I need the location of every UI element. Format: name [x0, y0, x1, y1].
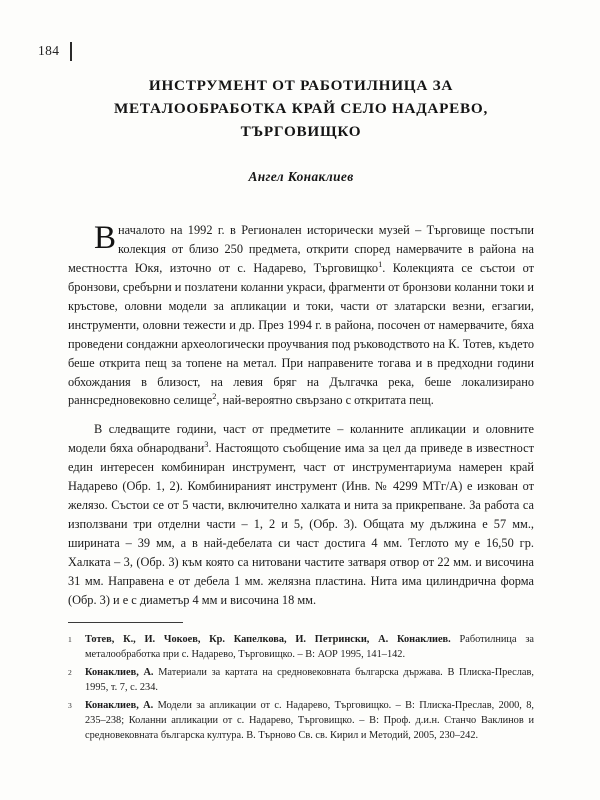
page-folio: [38, 40, 72, 62]
paragraph-1-segment-2: . Колекцията се състои от бронзови, сребърни и позлатени коланни украси, фрагменти от бронзови коланни токи и кръстове, оловни модели за апликации и токи, части от златарски везни, егзагии, инструменти, оловни тежести и др. През 1994 г. в района, посочен от намервачите, бяха проведени сондажни археологически проучвания под ръководството на К. Тотев, където беше открита пещ за топене на метал. При направените тогава и в предходни години обхождания в близост, на левия бряг на Дългачка река, беше локализирано раннсредновековно селище: [68, 261, 535, 408]
footnote-item: [68, 665, 534, 696]
footnote-marker: 2: [68, 667, 72, 677]
footnotes-section: [68, 622, 534, 746]
folio-divider-rule: [70, 42, 72, 61]
article-author: Ангел Конаклиев: [248, 169, 354, 185]
footnote-citation: Материали за картата на средновековната българска държава. В Плиска-Преслав, 1995, т. 7, с. 234.: [85, 666, 534, 694]
article-body: [68, 221, 534, 609]
footnote-citation: Модели за апликации от с. Надарево, Търговищко. – В: Плиска-Преслав, 2000, 8, 235–238; Коланни апликации от с. Надарево, Търговищко. – В: Проф. д.и.н. Станчо Ваклинов и средновековната българска култура. В. Търново Св. св. Кирил и Методий, 2005, 230–242.: [85, 699, 534, 742]
title-line-1: ИНСТРУМЕНТ ОТ РАБОТИЛНИЦА ЗА: [148, 77, 454, 94]
footnote-separator-rule: [68, 622, 183, 623]
footnote-marker: 3: [68, 700, 72, 710]
footnote-item: [68, 698, 534, 744]
paragraph-1-segment-1: началото на 1992 г. в Регионален исторически музей – Търговище постъпи колекция от близо 250 предмета, открити според намервачите в района на местността Юкя, източно от с. Надарево, Търговищко: [68, 223, 534, 276]
title-line-3: ТЪРГОВИЩКО: [240, 123, 362, 141]
paragraph-2-segment-2: . Настоящото съобщение има за цел да приведе в известност един интересен комбиниран инструмент, част от инструментариума намерен край Надарево (Обр. 1, 2). Комбинираният инструмент (Инв. № 4299 МТг/А) е изкован от желязо. Състои се от 5 части, включително халката и нита за прикрепване. За работа са използвани три отделни части – 1, 2 и 5, (Обр. 3). Общата му дължина е 57 мм., ширината – 39 мм, а в най-дебелата си част достига 4 мм. Теглото му е 16,50 гр. Халката – 3, (Обр. 3) към която са нитовани частите затваря отвор от 22 мм. и височина 31 мм. Направена е от дебела 1 мм. желязна пластина. Нита има цилиндрична форма (Обр. 3) и е с диаметър 4 мм и височина 18 мм.: [68, 441, 534, 607]
paragraph-1-segment-3: , най-вероятно свързано с откритата пещ.: [216, 393, 434, 408]
drop-cap-letter: В: [94, 220, 117, 257]
paragraph-2: [68, 420, 534, 609]
footnote-marker: 1: [68, 635, 72, 644]
footnote-ref-1[interactable]: 1: [378, 259, 383, 269]
footnote-citation: Работилница за металообработка при с. Надарево, Търговищко. – В: АОР 1995, 141–142.: [85, 634, 534, 661]
paragraph-1: [68, 221, 534, 410]
footnote-author: Конаклиев, А.: [85, 666, 154, 678]
footnote-text: [85, 698, 534, 744]
footnote-ref-3[interactable]: 3: [204, 440, 209, 450]
page-number: 184: [38, 43, 60, 59]
title-line-2: МЕТАЛООБРАБОТКА КРАЙ СЕЛО НАДАРЕВО,: [113, 100, 489, 118]
footnote-text: [85, 632, 534, 663]
article-title: [82, 74, 520, 143]
article-content: [68, 74, 534, 609]
footnote-author: Тотев, К., И. Чокоев, Кр. Капелкова, И. Петрински, А. Конаклиев.: [85, 634, 451, 645]
footnote-text: [85, 665, 534, 696]
footnote-item: [68, 632, 534, 663]
footnote-ref-2[interactable]: 2: [212, 392, 217, 402]
paragraph-2-segment-1: В следващите години, част от предметите – коланните апликации и оловните модели бяха обнародвани: [68, 422, 534, 456]
footnote-author: Конаклиев, А.: [85, 699, 154, 711]
